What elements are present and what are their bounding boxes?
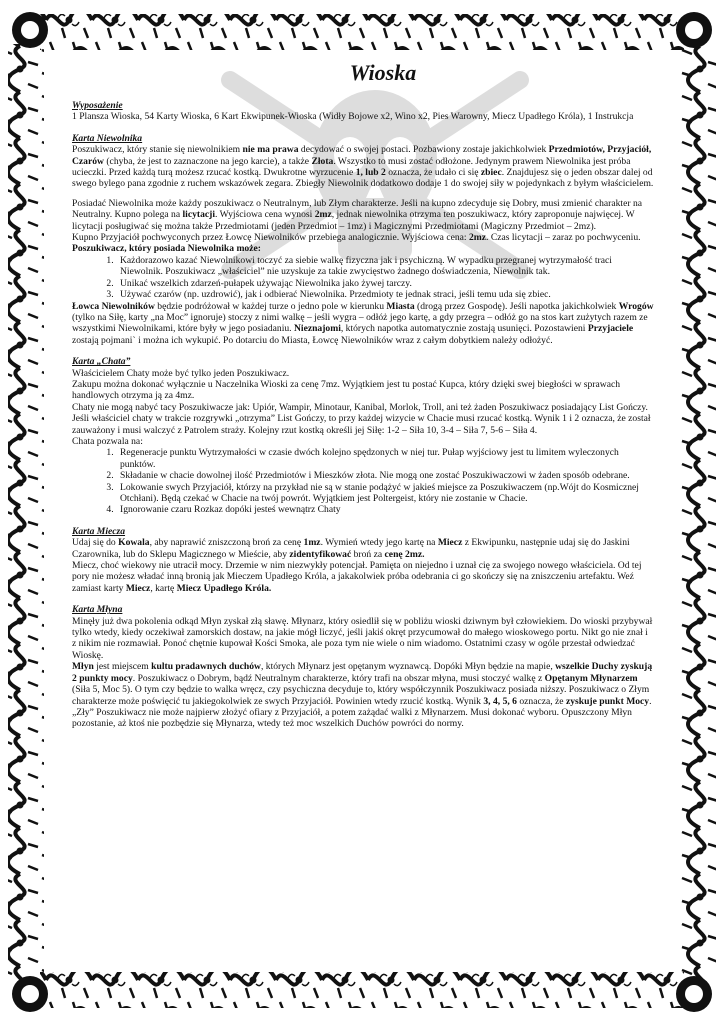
text-run: , aby naprawić zniszczoną broń za cenę xyxy=(149,537,304,549)
mill-heading: Karta Młyna xyxy=(72,604,123,616)
bold-text-run: 2mz xyxy=(314,209,332,221)
text-run: . „Zły” Poszukiwacz nie może najpierw złożyć ofiary z Przyjaciół, a potem zażądać walki z Młynarzem. Musi dokonać wyboru. Opuszczony Młyn pozostanie, aż ktoś nie pozbędzie się Młynarza, wtedy też moc wszelkich Duchów powróci do normy. xyxy=(72,695,652,730)
equipment-heading: Wyposażenie xyxy=(72,100,123,111)
bold-text-run: Łowca Niewolników xyxy=(72,300,155,312)
text-run: . Wymień wtedy jego kartę na xyxy=(320,537,438,549)
prisoner-ability-list xyxy=(72,255,654,301)
prisoner-paragraph xyxy=(72,243,654,254)
text-run: będzie podróżował w każdej turze o jedno pole w kierunku xyxy=(154,300,387,312)
text-run: Minęły już dwa pokolenia odkąd Młyn zyskał złą sławę. Młynarz, który osiedlił się w pobliżu wioski dziwnym był człowiekiem. Do wioski przybywał tylko wtedy, kiedy oczekiwał zamorskich dostaw, na jakie mógł liczyć, jeśli jakiś okręt przycumował do małego wioskowego portu. Nikt go nie znał i z nikim nie rozmawiał. Ponoć chętnie kupował Kości Smoka, ale poza tym nie wiele o nim wiadomo. Ostatnimi czasy w ogóle przestał odwiedzać Wioskę. xyxy=(72,615,653,661)
bold-text-run: 1, lub 2 xyxy=(355,167,386,179)
sword-heading: Karta Miecza xyxy=(72,525,126,537)
prisoner-heading: Karta Niewolnika xyxy=(72,132,143,144)
bold-text-run: 3, 4, 5, 6 xyxy=(483,695,517,707)
bold-text-run: Nieznajomi xyxy=(293,323,341,335)
bold-text-run: Miecz xyxy=(437,537,463,549)
list-item: 2. Składanie w chacie dowolnej ilość Przedmiotów i Mieszków złota. Nie mogą one zostać Poszukiwaczowi w żaden sposób odebrane. xyxy=(116,470,654,481)
hut-paragraph: Właścicielem Chaty może być tylko jeden Poszukiwacz. xyxy=(72,367,290,379)
bold-text-run: kultu pradawnych duchów xyxy=(151,661,261,673)
text-run: . Wyjściowa cena wynosi xyxy=(214,209,315,221)
sword-paragraph xyxy=(72,537,654,560)
list-item: 3. Używać czarów (np. uzdrowić), jak i odbierać Niewolnika. Przedmioty te jednak straci, jeśli temu uda się zbiec. xyxy=(116,289,654,300)
text-run: , jednak niewolnika otrzyma ten poszukiwacz, który zaproponuje najwięcej. W licytacji posługiwać się można także Przedmiotami (jeden Przedmiot – 1mz) i Magicznymi Przedmiotami (Magiczny Przedmiot – 2mz). xyxy=(72,209,635,232)
hut-paragraph: Zakupu można dokonać wyłącznie u Naczelnika Wioski za cenę 7mz. Wyjątkiem jest tu postać Kupca, który dzięki swej biegłości w sprawach handlowych otrzyma ją za 4mz. xyxy=(72,378,621,402)
bold-text-run: Złota xyxy=(311,155,334,167)
bold-text-run: Wrogów xyxy=(618,300,654,312)
list-item: 1. Każdorazowo kazać Niewolnikowi toczyć za siebie walkę fizyczna jak i psychiczną. W wypadku przegranej wytrzymałość traci Niewolnik. Poszukiwacz „właściciel” nie uzyskuje za takie zwycięstwo żadnego doświadczenia, Niewolnik tak. xyxy=(116,255,654,278)
text-run: . Znajdujesz się o jeden obszar dalej od swego bylego pana zgodnie z ruchem wskazówek zegara. Zbiegły Niewolnik dodatkowo dodaje 1 do swojej siły w pojedynkach z byłym właścicielem. xyxy=(72,167,654,190)
text-run: . Wszystko to musi zostać odłożone. Jedynym prawem Niewolnika jest próba ucieczki. Przed każdą turą możesz rzucać kostką. Dwukrotne wyrzucenie xyxy=(72,155,631,179)
bold-text-run: Miasta xyxy=(386,300,415,312)
prisoner-paragraph xyxy=(72,198,654,232)
bold-text-run: 1mz xyxy=(303,537,321,549)
hut-paragraph: Chaty nie mogą nabyć tacy Poszukiwacze jak: Upiór, Wampir, Minotaur, Kanibal, Morlok, Troll, ani też żaden Poszukiwacz posiadający List Gończy. Jeśli właściciel chaty w trakcie rozgrywki „otrzyma” List Gończy, to przy każdej wizycie w Chacie musi rzucać kostką. Wynik 1 i 2 oznacza, że został zauważony i musi walczyć z Patrolem straży. Kolejny rzut kostką określi jej Siłę: 1-2 – Siła 10, 3-4 – Siła 7, 5-6 – Siła 4. xyxy=(72,401,651,436)
bold-text-run: Miecz Upadłego Króla. xyxy=(176,582,272,594)
text-run: Posiadać Niewolnika może każdy poszukiwacz o Neutralnym, lub Złym charakterze. Jeśli na kupno zdecyduje się Dobry, musi zmienić charakter na Neutralny. Kupno polega na xyxy=(72,197,643,221)
text-run: oznacza, że udało ci się xyxy=(385,167,481,179)
hut-ability-list xyxy=(72,447,654,515)
text-run: z Ekwipunku, następnie udaj się do Jaskini Czarownika, lub do Sklepu Magicznego w Mieście, aby xyxy=(72,537,630,560)
text-run: , których napotka automatycznie zostają usunięci. Pozostawieni xyxy=(340,323,588,335)
bold-text-run: zbiec xyxy=(480,167,502,179)
bold-text-run: Przyjaciele xyxy=(587,323,634,335)
list-item: 1. Regeneracje punktu Wytrzymałości w czasie dwóch kolejno spędzonych w niej tur. Pułap wyjściowy jest tu limitem wyleczonych punktów. xyxy=(116,447,654,470)
list-item: 4. Ignorowanie czaru Rozkaz dopóki jesteś wewnątrz Chaty xyxy=(116,504,654,515)
bold-text-run: Miecz xyxy=(125,582,151,594)
list-item: 2. Unikać wszelkich zdarzeń-pułapek używając Niewolnika jako żywej tarczy. xyxy=(116,278,654,289)
bold-text-run: Młyn xyxy=(72,661,94,673)
text-run: decydować o swojej postaci. Pozbawiony zostaje jakichkolwiek xyxy=(298,144,549,156)
text-run: . Poszukiwacz o Dobrym, bądź Neutralnym charakterze, który trafi na obszar młyna, musi stoczyć walkę z xyxy=(132,672,545,684)
text-run: oznacza, że xyxy=(516,695,566,707)
bold-text-run: zyskuje punkt Mocy xyxy=(565,695,650,707)
bold-text-run: wszelkie Duchy zyskują 2 punkty mocy xyxy=(72,661,653,684)
bold-text-run: cenę 2mz. xyxy=(384,548,425,560)
text-run: Kupno Przyjaciół pochwyconych przez Łowcę Niewolników przebiega analogicznie. Wyjściowa cena: xyxy=(72,232,469,244)
bold-text-run: Przedmiotów, Przyjaciół, Czarów xyxy=(72,144,652,167)
mill-paragraph xyxy=(72,616,654,662)
document-page xyxy=(72,60,654,730)
text-run: (tylko na Siłę, karty „na Moc” ignoruje) stoczy z nimi walkę – jeśli wygra – odłóż jego kartę, a gdy przegra – odłóż go na stos kart zużytych razem ze wszystkimi Niewolnikami, które były w jego posiadaniu. xyxy=(72,311,648,335)
bold-text-run: Poszukiwacz, który posiada Niewolnika może: xyxy=(72,243,261,255)
bold-text-run: Opętanym Młynarzem xyxy=(544,672,638,684)
sword-paragraph xyxy=(72,560,654,594)
text-run: jest miejscem xyxy=(93,661,152,673)
text-run: (chyba, że jest to zaznaczone na jego karcie), a także xyxy=(103,155,312,167)
bold-text-run: Kowala xyxy=(118,537,150,549)
hut-heading: Karta „Chata” xyxy=(72,356,131,368)
text-run: . Czas licytacji – zaraz po pochwyceniu. xyxy=(486,232,641,244)
text-run: Poszukiwacz, który stanie się niewolnikiem xyxy=(72,144,243,156)
text-run: , których Młynarz jest opętanym wyznawcą. Dopóki Młyn będzie na mapie, xyxy=(261,661,556,673)
text-run: (drogą przez Gospodę). Jeśli napotka jakichkolwiek xyxy=(414,300,619,312)
bold-text-run: licytacji xyxy=(182,209,215,221)
text-run: broń za xyxy=(351,548,385,560)
page-title: Wioska xyxy=(349,60,417,85)
text-run: zostają pojmani` i można ich wykupić. Po dotarciu do Miasta, Łowcę Niewolników wraz z całym dobytkiem należy odłożyć. xyxy=(72,334,553,346)
bold-text-run: zidentyfikować xyxy=(289,548,352,560)
list-item: 3. Lokowanie swych Przyjaciół, którzy na przykład nie są w stanie podążyć w jakieś miejsce za Poszukiwaczem (np.Wójt do Kosmicznej Otchłani). Będą czekać w Chacie na twój powrót. Wyjątkiem jest Poltergeist, który nie zostanie w Chacie. xyxy=(116,482,654,505)
equipment-text: 1 Plansza Wioska, 54 Karty Wioska, 6 Kart Ekwipunek-Wioska (Widły Bojowe x2, Wino x2, Pies Warowny, Miecz Upadłego Króla), 1 Instrukcja xyxy=(72,111,634,123)
text-run: Miecz, choć wiekowy nie utracił mocy. Drzemie w nim niezwykły potencjał. Pamięta on niejedno i uznał cię za swojego nowego właściciela. Od tej pory nie możesz władać inną bronią jak Mieczem Upadłego Króla, a jakakolwiek próba odebrania ci go skończy się na zniszczeniu artefaktu. Weź zamiast karty xyxy=(72,560,642,594)
prisoner-paragraph xyxy=(72,301,654,347)
text-run: (Siła 5, Moc 5). O tym czy będzie to walka wręcz, czy psychiczna decyduje to, który współczynnik Poszukiwacz posiada niższy. Poszukiwacz o Złym charakterze może poświęcić tu jakiegokolwiek ze swych Przyjaciół. Powinien wtedy rzucić kostką. Wynik xyxy=(72,684,650,707)
text-run: Udaj się do xyxy=(72,537,119,549)
mill-paragraph xyxy=(72,661,654,729)
prisoner-paragraph xyxy=(72,144,654,190)
hut-paragraph: Chata pozwala na: xyxy=(72,435,143,447)
text-run: , kartę xyxy=(150,582,177,594)
prisoner-paragraph xyxy=(72,232,654,243)
bold-text-run: nie ma prawa xyxy=(242,144,299,156)
bold-text-run: 2mz xyxy=(468,232,487,244)
